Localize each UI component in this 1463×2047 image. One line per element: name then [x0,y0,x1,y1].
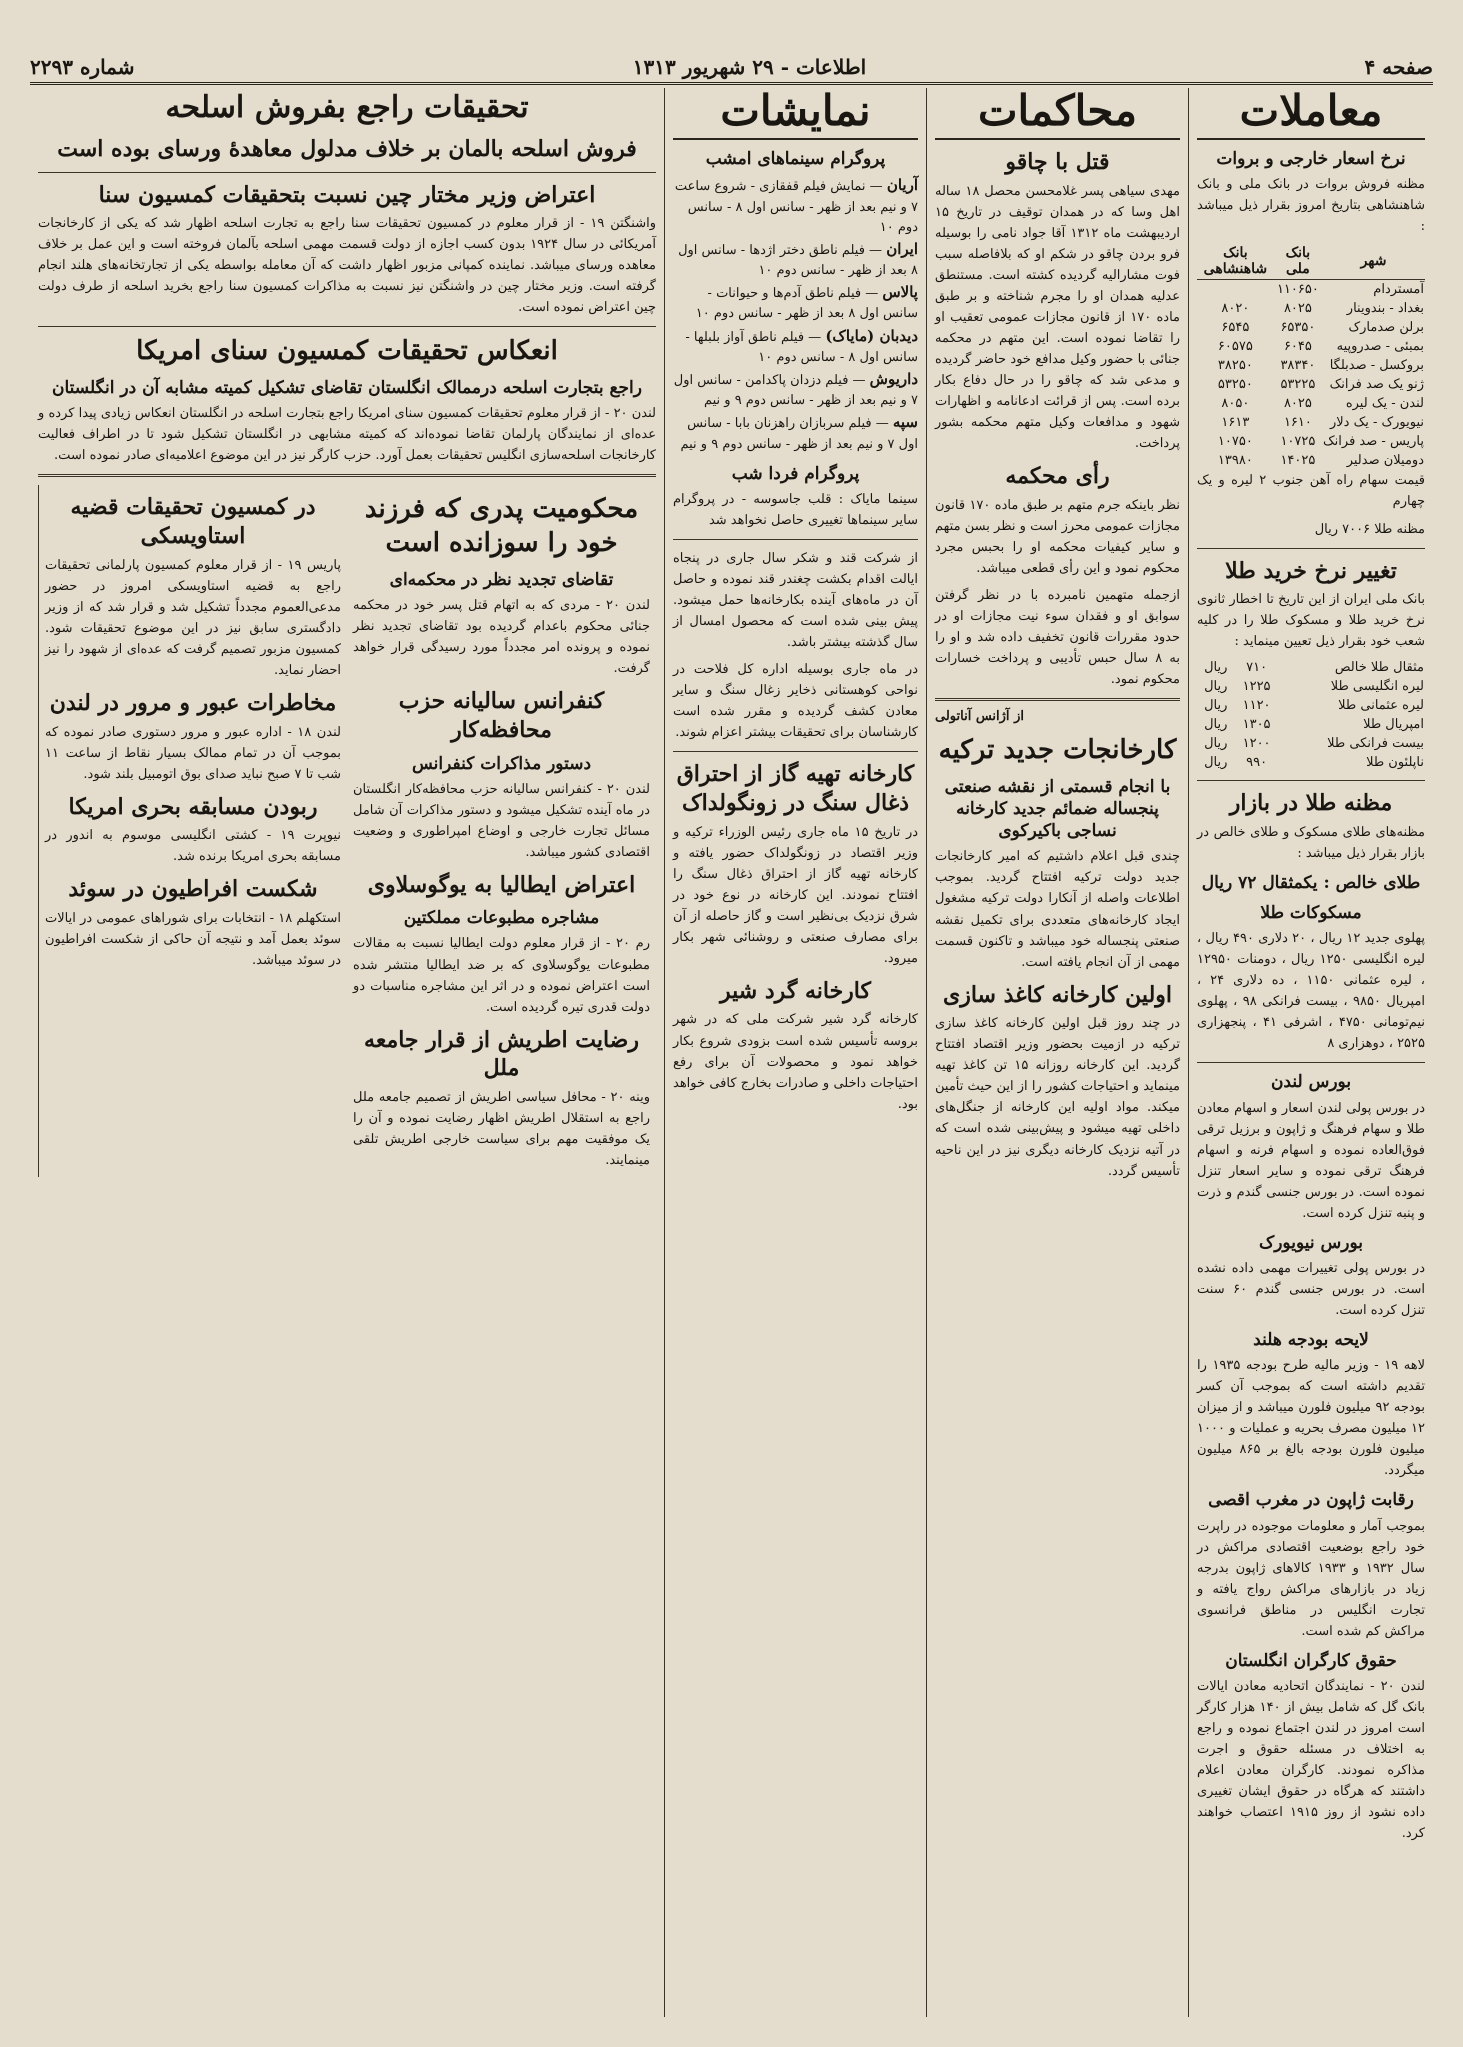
gold-cell: ریال [1204,660,1228,676]
turkey-text: چندی قبل اعلام داشتیم که امیر کارخانجات جدید دولت ترکیه افتتاح گردید. بموجب اطلاعات واصله از آنکارا دولت ترکیه مشغول ایجاد کارخانه‌های متعددی برای تکمیل نقشه صنعتی پنجساله خود میباشد و تاکنون قسمت مهمی از آن انجام یافته است. [935,849,1180,970]
pure-gold: طلای خالص : یکمثقال ۷۲ ریال [1201,872,1421,893]
miners-text: لندن ۲۰ - نمایندگان اتحادیه معادن ایالات بانک گل که شامل بیش از ۱۴۰ هزار کارگر است امروز در لندن اجتماع نموده و راجع به اختلاف در مسئله حقوق و اجرت مذاکره نمودند. کارگران معادن اعلام داشتند که هرگاه در حقوق ایشان تغییری داده نشود از روز ۱۹۱۵ اعتصاب خواهند کرد. [1197,1678,1425,1842]
trials-tail: ازجمله متهمین نامبرده با در نظر گرفتن سوابق او و فقدان سوء نیت مجازات او در حدود مقررات قانون تخفیف داده شد و او را به ۸ سال حبس تأدیبی و پرداخت خسارات محکوم نمود. [935,588,1180,688]
sweden-text: استکهلم ۱۸ - انتخابات برای شوراهای عمومی در ایالات سوئد بعمل آمد و نتیجه آن حاکی از شکست افراطیون در سوئد میباشد. [45,910,341,969]
table-row [1197,375,1425,394]
rates-header-cell: بانک ملی [1274,243,1322,280]
page-label: صفحه ۴ [1364,55,1433,79]
tomorrow-heading: پروگرام فردا شب [731,463,860,484]
stavisky-heading: در کمسیون تحقیقات قضیه استاویسکی [70,494,316,550]
rate-cell: دومیلان صدلیر [1346,453,1424,469]
ny-bourse-heading: بورس نیویورک [1259,1232,1363,1253]
gold-cell: لیره انگلیسی طلا [1330,679,1424,695]
sentence-text: لندن ۲۰ - مردی که به اتهام قتل پسر خود در محکمه جنائی محکوم باعدام گردیده بود تقاضای تجدید نظر نموده و پرونده امر مجدداً مورد رسیدگی قرار خواهد گرفت. [353,598,650,677]
gold-cell: ریال [1204,698,1228,714]
cinema-program: — فیلم دزدان پاکدامن - سانس اول ۷ و نیم بعد از ظهر - سانس دوم ۹ و نیم [673,372,918,409]
table-row [1197,318,1425,337]
gold-cell: لیره عثمانی طلا [1338,698,1424,714]
table-row [1197,677,1425,696]
table-row [1197,299,1425,318]
table-row [1197,753,1425,772]
rates-header-cell: شهر [1322,243,1425,280]
turkey-source: از آژانس آناتولی [935,709,1024,725]
ny-bourse-text: در بورس پولی تغییرات مهمی داده نشده است. در بورس جنسی گندم ۶۰ سنت تنزل کرده است. [1197,1260,1425,1319]
table-row [1197,696,1425,715]
rate-cell: ۱۳۹۸۰ [1217,453,1253,469]
paper-factory-heading: اولین کارخانه کاغذ سازی [942,981,1173,1008]
list-item [673,368,918,411]
rate-cell: ۱۰۷۵۰ [1217,434,1253,450]
trials-title: محاکمات [935,88,1180,140]
rate-cell: ۱۱۰۶۵۰ [1276,282,1319,298]
gold-table-intro: بانک ملی ایران از این تاریخ تا اخطار ثانوی نرخ خرید طلا و مسکوک طلا را در کلیه شعب خود بقرار ذیل تعیین مینماید : [1197,592,1425,650]
table-row [1197,715,1425,734]
list-item [673,325,918,368]
gold-cell: ۷۱۰ [1246,660,1268,676]
sweden-heading: شکست افراطیون در سوئد [68,876,318,903]
market-text: مظنه‌های طلای مسکوک و طلای خالص در بازار بقرار ذیل میباشد : [1197,824,1425,861]
cinema-program: — فیلم ناطق دختر اژدها - سانس اول ۸ بعد از ظهر - سانس دوم ۱۰ [678,242,918,279]
gold-cell: امپریال طلا [1363,717,1424,733]
cinema-name: ایران [886,239,918,258]
cinema-name: داریوش [869,369,918,388]
rates-intro: مظنه فروش بروات در بانک ملی و بانک شاهنشاهی بتاریخ امروز بقرار ذیل میباشد : [1197,177,1425,235]
rates-heading: نرخ اسعار خارجی و بروات [1216,149,1406,170]
coins-heading: مسکوکات طلا [1260,903,1362,924]
reflection-heading: انعکاس تحقیقات کمسیون سنای امریکا [136,336,558,367]
gas-factory-heading: کارخانه تهیه گاز از احتراق ذغال سنگ در زونگولداک [676,761,915,816]
table-row [1197,658,1425,677]
arms-lower-split [38,485,656,1177]
sentence-heading: محکومیت پدری که فرزند خود را سوزانده است [364,494,639,559]
cinema-program: — نمایش فیلم قفقازی - شروع ساعت ۷ و نیم بعد از ظهر - سانس اول ۸ - سانس دوم ۱۰ [674,179,918,235]
gold-cell: ریال [1204,736,1228,752]
rate-cell: ۸۰۲۵ [1283,301,1312,317]
rate-cell: ۸۰۲۰ [1221,301,1250,317]
gold-cell: مثقال طلا خالص [1334,660,1424,676]
turkey-heading: کارخانجات جدید ترکیه [938,735,1177,766]
rate-cell: ۸۰۲۵ [1283,396,1312,412]
gold-cell: بیست فرانکی طلا [1327,736,1424,752]
rate-cell: ۶۵۳۵۰ [1280,320,1316,336]
turkey-subheading: با انجام قسمتی از نقشه صنعتی پنجساله ضمائم جدید کارخانه نساجی باکیرکوی [944,777,1171,842]
race-text: نیوپرت ۱۹ - کشتی انگلیسی موسوم به اندور در مسابقه بحری امریکا برنده شد. [45,828,341,865]
rate-cell [1197,280,1274,300]
table-row [1197,451,1425,470]
gold-cell: ریال [1204,717,1228,733]
list-item [673,238,918,281]
rate-cell: بغداد - بندوینار [1346,301,1424,317]
conservative-heading: کنفرانس سالیانه حزب محافظه‌کار [398,688,605,743]
rate-cell: ۶۰۵۷۵ [1217,339,1253,355]
murder-heading: قتل با چاقو [1005,149,1110,176]
coins-text: پهلوی جدید ۱۲ ریال ، ۲۰ دلاری ۴۹۰ ریال ، لیره انگلیسی ۱۲۵۰ ریال ، دومنات ۱۲۹۵۰ ، لیره عثمانی ۱۱۵۰ ، ده دلاری ۲۴ ، امپریال ۹۸۵۰ ، بیست فرانکی ۹۸ ، پهلوی نیم‌تومانی ۴۷۵۰ ، اشرفی ۴۱ ، پنجهزاری ۲۵۲۵ ، دوهزاری ۸ [1197,931,1426,1052]
rate-cell: ۵۳۲۵۰ [1217,377,1253,393]
list-item [673,174,918,238]
arms-lower-right [38,485,347,1177]
italy-text: رم ۲۰ - از قرار معلوم دولت ایطالیا نسبت به مقالات مطبوعات یوگوسلاوی که بر ضد ایطالیا منتشر شده است اعتراض نموده و در اثر این مشاجره مناسبات دو دولت قدری تیره گردیده است. [353,936,650,1015]
rate-cell: بروکسل - صدبلگا [1329,358,1424,374]
austria-heading: رضایت اطریش از قرار جامعه ملل [364,1026,639,1082]
rate-cell: ۱۰۷۲۵ [1280,434,1316,450]
traffic-text: لندن ۱۸ - اداره عبور و مرور دستوری صادر نموده که بموجب آن در تمام ممالک بسیار نقاط از ساعت ۱۱ شب تا ۷ صبح نباید صدای بوق اتومبیل بلند شود. [45,724,341,782]
rate-cell: آمستردام [1373,282,1424,298]
trials-column [926,88,1188,2017]
shows-column [664,88,926,2017]
cement-text: در ماه جاری بوسیله اداره کل فلاحت در نواحی کوهستانی ذخایر زغال سنگ و سایر معادن کشف گردیده و مقرر شده است کارشناسان برای تحقیقات بیشتر اعزام شوند. [673,662,918,741]
budget-heading: لایحه بودجه هلند [1253,1330,1369,1351]
verdict-heading: رأی محکمه [1005,463,1110,490]
rate-cell: ۶۵۴۵ [1221,320,1250,336]
table-row [1197,337,1425,356]
table-row [1197,356,1425,375]
exchange-rates-table [1197,243,1425,470]
gold-cell: ۱۱۲۰ [1242,698,1271,714]
traffic-heading: مخاطرات عبور و مرور در لندن [49,689,337,716]
issue-label: شماره ۲۲۹۳ [30,55,135,79]
table-row [1197,280,1425,300]
gold-cell: ۱۳۰۵ [1242,717,1271,733]
race-heading: ربودن مسابقه بحری امریکا [68,793,318,820]
sentence-sub: تقاضای تجدید نظر در محکمه‌ای [389,570,614,591]
rate-cell: لندن - یک لیره [1345,396,1424,412]
murder-text: مهدی سیاهی پسر غلامحسن محصل ۱۸ ساله اهل وسا که در همدان توقیف در تاریخ ۱۵ اردیبهشت ماه ۱۳۱۲ آقا جواد نامی را بوسیله فرو بردن چاقو در شکم او که بلافاصله سبب فوت مشارالیه گردیده کشته است. مستنطق عدلیه همدان او را مجرم شناخته و بر طبق ماده ۱۷۰ از قانون مجازات عمومی تعقیب او را تقاضا نموده است. این متهم در محکمه جنائی با حضور وکیل مدافع خود حاضر گردیده و مدعی شد که چاقو را در حال دفاع بکار برده است. پس از قرائت ادعانامه و اظهارات شهود و مدافعات وکیل متهم محکمه بشور پرداخت. [935,183,1181,452]
cinema-list [673,174,918,454]
table-row [1197,394,1425,413]
shows-title: نمایشات [673,88,918,140]
list-item [673,281,918,324]
market-heading: مظنه طلا در بازار [1229,790,1393,817]
rate-cell: ۶۰۴۵ [1283,339,1312,355]
japan-text: بموجب آمار و معلومات موجوده در راپرت خود راجع بوضعیت اقتصادی مراکش در سال ۱۹۳۲ و ۱۹۳۳ کالاهای ژاپون بدرجه زیاد در بازارهای مراکش رواج یافته و تجارت انگلیس در مناطق فرانسوی مراکش کم شده است. [1197,1518,1425,1639]
reflection-text: لندن ۲۰ - از قرار معلوم تحقیقات کمسیون سنای امریکا راجع بتجارت اسلحه در انگلستان انعکاس زیادی پیدا کرده و عده‌ای از نمایندگان پارلمان تقاضا نموده‌اند که کمیته مشابهی در انگلستان تشکیل شود تا در اطراف فعالیت کارخانجات اسلحه‌سازی انگلیس تحقیقات بعمل آورد. حزب کارگر نیز در این موضوع اعلامیه‌ای صادر نموده است. [38,406,656,464]
silver-note: قیمت سهام راه آهن جنوب ۲ لیره و یک چهارم [1197,473,1426,510]
rate-cell: ۱۶۱۳ [1221,415,1250,431]
table-row [1197,413,1425,432]
masthead [30,52,1433,85]
rate-cell: بمبئی - صدروپیه [1336,339,1424,355]
gold-table-heading: تغییر نرخ خرید طلا [1225,557,1397,584]
london-bourse-text: در بورس پولی لندن اسعار و اسهام معادن طلا و سهام فرهنگ و ژاپون و برزیل ترقی فوق‌العاده نموده و اسهام فرنه و اسهام فرهنگ ترقی نموده و سایر اسعار تنزل نموده است. در بورس جنسی گندم و ذرت و پنبه تنزل کرده است. [1197,1100,1425,1221]
rate-cell: نیویورک - یک دلار [1329,415,1424,431]
arms-title: تحقیقات راجع بفروش اسلحه [165,90,529,125]
cinema-name: آریان [886,176,918,195]
miners-heading: حقوق کارگران انگلستان [1225,1650,1397,1671]
italy-heading: اعتراض ایطالیا به یوگوسلاوی [367,871,636,898]
reflection-sub: راجع بتجارت اسلحه درممالک انگلستان تقاضای تشکیل کمیته مشابه آن در انگلستان [52,378,642,399]
gold-cell: ۹۹۰ [1246,755,1268,771]
objection-text: واشنگتن ۱۹ - از قرار معلوم در کمسیون تحقیقات سنا راجع به تجارت اسلحه اظهار شد که یکی از کارخانجات آمریکائی در سال ۱۹۲۴ بدون کسب اجازه از دولت قسمت مهمی اسلحه بآلمان فروخته است و این عمل بر خلاف معاهده ورسای میباشد. نماینده کمپانی مزبور اظهار داشت که آن معامله بواسطه یکی از تجارتخانه‌های هلند انجام گرفته است. وزیر مختار چین در واشنگتن نیز نسبت به مذاکرات کمسیون سنا راجع بخرید اسلحه از طرف دولت چین اعتراض نموده است. [38,216,656,316]
rate-cell: ۱۶۱۰ [1283,415,1312,431]
paper-date: اطلاعات - ۲۹ شهریور ۱۳۱۳ [632,55,867,79]
gold-cell: ۱۲۰۰ [1242,736,1271,752]
sugar-text: از شرکت قند و شکر سال جاری در پنجاه ایالت اقدام بکشت چغندر قند نموده و حاصل آن در ماه‌های آینده بکارخانه‌ها حمل میشود. پیش بینی شده است که محصول امسال از سال گذشته بیشتر باشد. [673,550,918,651]
london-bourse-heading: بورس لندن [1270,1072,1352,1093]
gold-cell: ۱۲۲۵ [1242,679,1271,695]
list-item [673,411,918,454]
milk-factory-heading: کارخانه گرد شیر [720,977,871,1004]
japan-heading: رقابت ژاپون در مغرب اقصی [1208,1490,1414,1511]
cinema-name: پالاس [882,283,918,302]
cinema-name: سپه [892,413,918,432]
cinema-program: — فیلم ناطق آدم‌ها و حیوانات - سانس اول ۸ بعد از ظهر - سانس دوم ۱۰ [695,286,918,322]
rates-header-cell: بانک شاهنشاهی [1197,243,1274,280]
italy-sub: مشاجره مطبوعات مملکتین [403,908,600,929]
arms-subtitle: فروش اسلحه بالمان بر خلاف مدلول معاهدهٔ ورسای بوده است [57,136,637,162]
paper-factory-text: در چند روز قبل اولین کارخانه کاغذ سازی ترکیه در ازمیت بحضور وزیر اقتصاد افتتاح گردید. این کارخانه روزانه ۱۵ تن کاغذ تهیه مینماید و احتیاجات کشور را از این حیث تأمین میکند. مواد اولیه این کارخانه از جنگل‌های داخلی تهیه میشود و پیش‌بینی شده است که در آتیه نزدیک کارخانه دیگری نیز در این ناحیه تأسیس گردد. [935,1016,1181,1179]
gas-factory-text: در تاریخ ۱۵ ماه جاری رئیس الوزراء ترکیه و وزیر اقتصاد در زونگولداک حضور یافته و کارخانه تهیه گاز از احتراق ذغال سنگ را افتتاح نمودند. این کارخانه در نوع خود در شرق نزدیک بی‌نظیر است و گاز حاصله از آن برای مصارف صنعتی و روشنائی شهر بکار میرود. [673,824,919,966]
gold-cell: ناپلئون طلا [1366,755,1424,771]
tomorrow-text: سینما مایاک : قلب جاسوسه - در پروگرام سایر سینماها تغییری حاصل نخواهد شد [673,491,918,528]
tonight-heading: پروگرام سینماهای امشب [705,149,886,170]
gold-cell: ریال [1204,755,1228,771]
arms-lower-left [347,485,656,1177]
conservative-sub: دستور مذاکرات کنفرانس [411,753,592,774]
gold-note: مظنه طلا ۷۰۰۶ ریال [1314,521,1425,537]
verdict-text: نظر باینکه جرم متهم بر طبق ماده ۱۷۰ قانون مجازات عمومی محرز است و نظر بسن متهم و سایر کیفیات محکمه او را بحبس مجرد محکوم نمود و این رأی قطعی میباشد. [935,497,1180,577]
gold-cell: ریال [1204,679,1228,695]
rate-cell: ۱۴۰۲۵ [1280,453,1316,469]
milk-factory-text: کارخانه گرد شیر شرکت ملی که در شهر بروسه تأسیس شده است بزودی شروع بکار خواهد نمود و محصولات آن برای رفع احتیاجات داخلی و صادرات بخارج کافی خواهد بود. [673,1012,918,1112]
rate-cell: ژنو یک صد فرانک [1329,377,1424,393]
rate-cell: برلن صدمارک [1348,320,1424,336]
arms-column [30,88,664,2017]
budget-text: لاهه ۱۹ - وزیر مالیه طرح بودجه ۱۹۳۵ را تقدیم داشته است که بموجب آن کسر بودجه ۹۲ میلیون فلورن میباشد و از میزان ۱۲ میلیون مصرف بحریه و عملیات و ۱۰۰۰ میلیون فلورن بودجه بالغ بر ۸۶۵ میلیون میگردد. [1197,1358,1426,1479]
cinema-program: — فیلم سربازان راهزنان بابا - سانس اول ۷ و نیم بعد از ظهر - سانس دوم ۹ و نیم [680,416,918,452]
objection-heading: اعتراض وزیر مختار چین نسبت بتحقیقات کمسیون سنا [98,181,596,208]
stavisky-text: پاریس ۱۹ - از قرار معلوم کمسیون پارلمانی تحقیقات راجع به قضیه استاویسکی امروز در حضور مدعی‌العموم مجدداً تشکیل شد و قرار شد که از وزیر دادگستری سابق نیز در این موضوع تحقیقات شود. کمسیون مزبور تصمیم گرفت که عده‌ای از شهود را نیز احضار نماید. [45,557,341,678]
table-row [1197,734,1425,753]
rate-cell: ۳۸۳۴۰ [1280,358,1316,374]
table-row [1197,432,1425,451]
rate-cell: پاریس - صد فرانک [1323,434,1424,450]
rate-cell: ۳۸۲۵۰ [1217,358,1253,374]
cinema-name: دیدبان (مایاک) [825,326,918,345]
austria-text: وینه ۲۰ - محافل سیاسی اطریش از تصمیم جامعه ملل راجع به استقلال اطریش اظهار رضایت نموده و آن را یک موفقیت مهم برای سیاست خارجی اطریش تلقی مینمایند. [353,1089,651,1168]
conservative-text: لندن ۲۰ - کنفرانس سالیانه حزب محافظه‌کار انگلستان در ماه آینده تشکیل میشود و دستور مذاکرات آن شامل مسائل تجارت خارجی و اوضاع امپراطوری و وضعیت اقتصادی کشور میباشد. [353,781,651,860]
transactions-title: معاملات [1197,88,1425,140]
transactions-column [1188,88,1433,2017]
rate-cell: ۵۳۲۲۵ [1280,377,1316,393]
rate-cell: ۸۰۵۰ [1221,396,1250,412]
cinema-program: — فیلم ناطق آواز بلبلها - سانس اول ۸ - سانس دوم ۱۰ [685,329,918,365]
gold-price-table [1197,658,1425,772]
